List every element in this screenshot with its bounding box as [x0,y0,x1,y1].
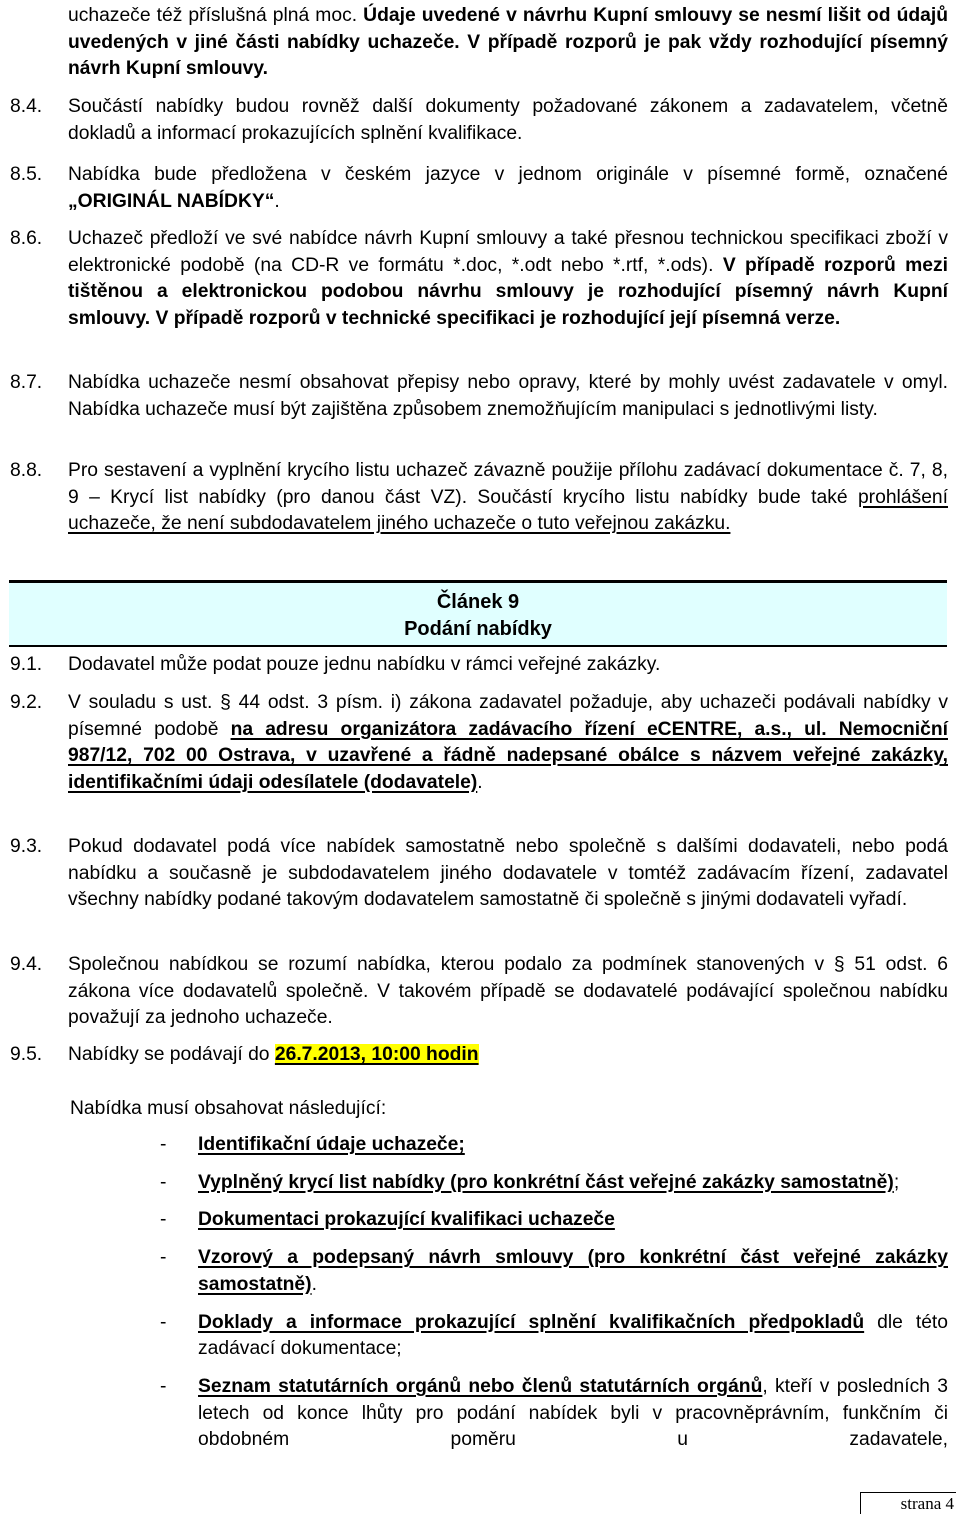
section-9-4 [10,952,948,1032]
section-number: 9.1. [10,654,43,675]
list-item-suffix: , kteří v posledních 3 letech od konce lhůty pro podání nabídek byli v pracovněprávním, funkčním či obdobném poměru u zadavatele, [198,1375,948,1451]
section-text-plain: Nabídka bude předložena v českém jazyce v jednom originále v písemné formě, označené [68,164,948,185]
section-text-plain: V souladu s ust. § 44 odst. 3 písm. i) zákona zadavatel požaduje, aby uchazeči podávali nabídky v písemné podobě [68,692,948,740]
article-subtitle: Podání nabídky [404,618,552,640]
list-item-text: Dokumentaci prokazující kvalifikaci uchazeče [198,1209,615,1231]
list-dash: - [160,1134,167,1155]
list-dash: - [160,1171,167,1193]
section-number: 8.7. [10,372,43,393]
list-item-text: Vyplněný krycí list nabídky (pro konkrétní část veřejné zakázky samostatně) [198,1171,894,1193]
section-text-plain: Pro sestavení a vyplnění krycího listu uchazeč závazně použije přílohu zadávací dokumentace č. 7, 8, 9 – Krycí list nabídky (pro danou část VZ). Součástí krycího listu nabídky bude také [68,460,948,508]
intro-text-plain: uchazeče též příslušná plná moc. [68,5,364,26]
page-number: strana 4 [860,1492,956,1514]
list-item [10,1132,948,1159]
section-number: 9.3. [10,836,43,857]
intro-paragraph [68,3,948,83]
section-9-3 [10,834,948,914]
list-item-suffix: ; [893,1171,900,1193]
list-item-text: Identifikační údaje uchazeče; [198,1134,465,1155]
list-item [10,1170,948,1197]
section-text: Nabídka uchazeče nesmí obsahovat přepisy nebo opravy, které by mohly uvést zadavatele v omyl. Nabídka uchazeče musí být zajištěna způsobem znemožňujícím manipulaci s jednotlivými listy. [68,372,948,420]
section-text-underlined: prohlášení uchazeče, že není subdodavatelem jiného uchazeče o tuto veřejnou zakázku. [68,486,948,535]
section-text [68,162,948,215]
section-text-plain: . [477,772,483,794]
list-dash: - [160,1209,167,1231]
article-title: Článek 9 [436,591,520,613]
section-8-7 [10,370,948,423]
section-text-bold: V případě rozporů mezi tištěnou a elektronickou podobou návrhu smlouvy je rozhodující písemný návrh Kupní smlouvy. V případě rozporů v technické specifikaci je rozhodující její písemná verze. [68,254,948,330]
article-heading [9,580,947,647]
section-text-plain: Nabídky se podávají do [68,1044,275,1065]
list-item [10,1207,948,1234]
section-text-plain: . [274,190,280,212]
section-number: 9.4. [10,954,43,975]
list-item-suffix: . [311,1273,317,1295]
section-9-1 [10,652,948,679]
section-8-5 [10,162,948,215]
list-item [10,1245,948,1298]
list-dash: - [160,1247,167,1269]
requirements-intro: Nabídka musí obsahovat následující: [70,1098,387,1119]
section-8-6 [10,226,948,333]
intro-text-bold: Údaje uvedené v návrhu Kupní smlouvy se nesmí lišit od údajů uvedených v jiné části nabídky uchazeče. V případě rozporů je pak vždy rozhodující písemný návrh Kupní smlouvy. [68,5,948,80]
list-item-suffix: dle této zadávací dokumentace; [198,1311,948,1360]
section-9-5 [10,1042,948,1069]
list-dash: - [160,1311,167,1333]
section-number: 9.2. [10,692,43,713]
section-text: Dodavatel může podat pouze jednu nabídku v rámci veřejné zakázky. [68,654,661,675]
section-text: Součástí nabídky budou rovněž další dokumenty požadované zákonem a zadavatelem, včetně dokladů a informací prokazujících splnění kvalifikace. [68,96,948,144]
section-text [68,1042,948,1069]
deadline-highlight: 26.7.2013, 10:00 hodin [274,1044,479,1065]
list-item [10,1374,948,1454]
section-text: Společnou nabídkou se rozumí nabídka, kterou podalo za podmínek stanovených v § 51 odst. 6 zákona více dodavatelů společně. V takovém případě se dodavatelé podávající společnou nabídku považují za jednoho uchazeče. [68,954,948,1029]
section-text-plain: Uchazeč předloží ve své nabídce návrh Kupní smlouvy a také přesnou technickou specifikaci zboží v elektronické podobě (na CD-R ve formátu *.doc, *.odt nebo *.rtf, *.ods). [68,228,948,276]
section-number: 8.5. [10,164,43,185]
list-item-text: Doklady a informace prokazující splnění kvalifikačních předpokladů [198,1311,865,1333]
section-number: 9.5. [10,1044,43,1065]
section-text [68,690,948,797]
section-text [68,458,948,538]
section-number: 8.8. [10,460,43,481]
section-number: 8.6. [10,228,43,249]
original-label: „ORIGINÁL NABÍDKY“ [68,190,275,212]
list-item-text: Vzorový a podepsaný návrh smlouvy (pro konkrétní část veřejné zakázky samostatně) [198,1247,948,1295]
requirements-list [10,1132,948,1465]
list-item-text: Seznam statutárních orgánů nebo členů statutárních orgánů [198,1375,763,1397]
section-text: Pokud dodavatel podá více nabídek samostatně nebo společně s dalšími dodavateli, nebo podá nabídku a současně je subdodavatelem jiného dodavatele v tomtéž zadávacím řízení, zadavatel všechny nabídky podané takovým dodavatelem samostatně či společně s jinými dodavateli vyřadí. [68,836,948,911]
section-9-2 [10,690,948,797]
submission-address: na adresu organizátora zadávacího řízení eCENTRE, a.s., ul. Nemocniční 987/12, 702 00 Ostrava, v uzavřené a řádně nadepsané obálce s názvem veřejné zakázky, identifikačními údaji odesílatele (dodavatele) [68,718,948,794]
section-8-4 [10,94,948,147]
section-text [68,226,948,333]
list-item [10,1310,948,1363]
list-dash: - [160,1375,167,1397]
section-8-8 [10,458,948,538]
section-number: 8.4. [10,96,43,117]
